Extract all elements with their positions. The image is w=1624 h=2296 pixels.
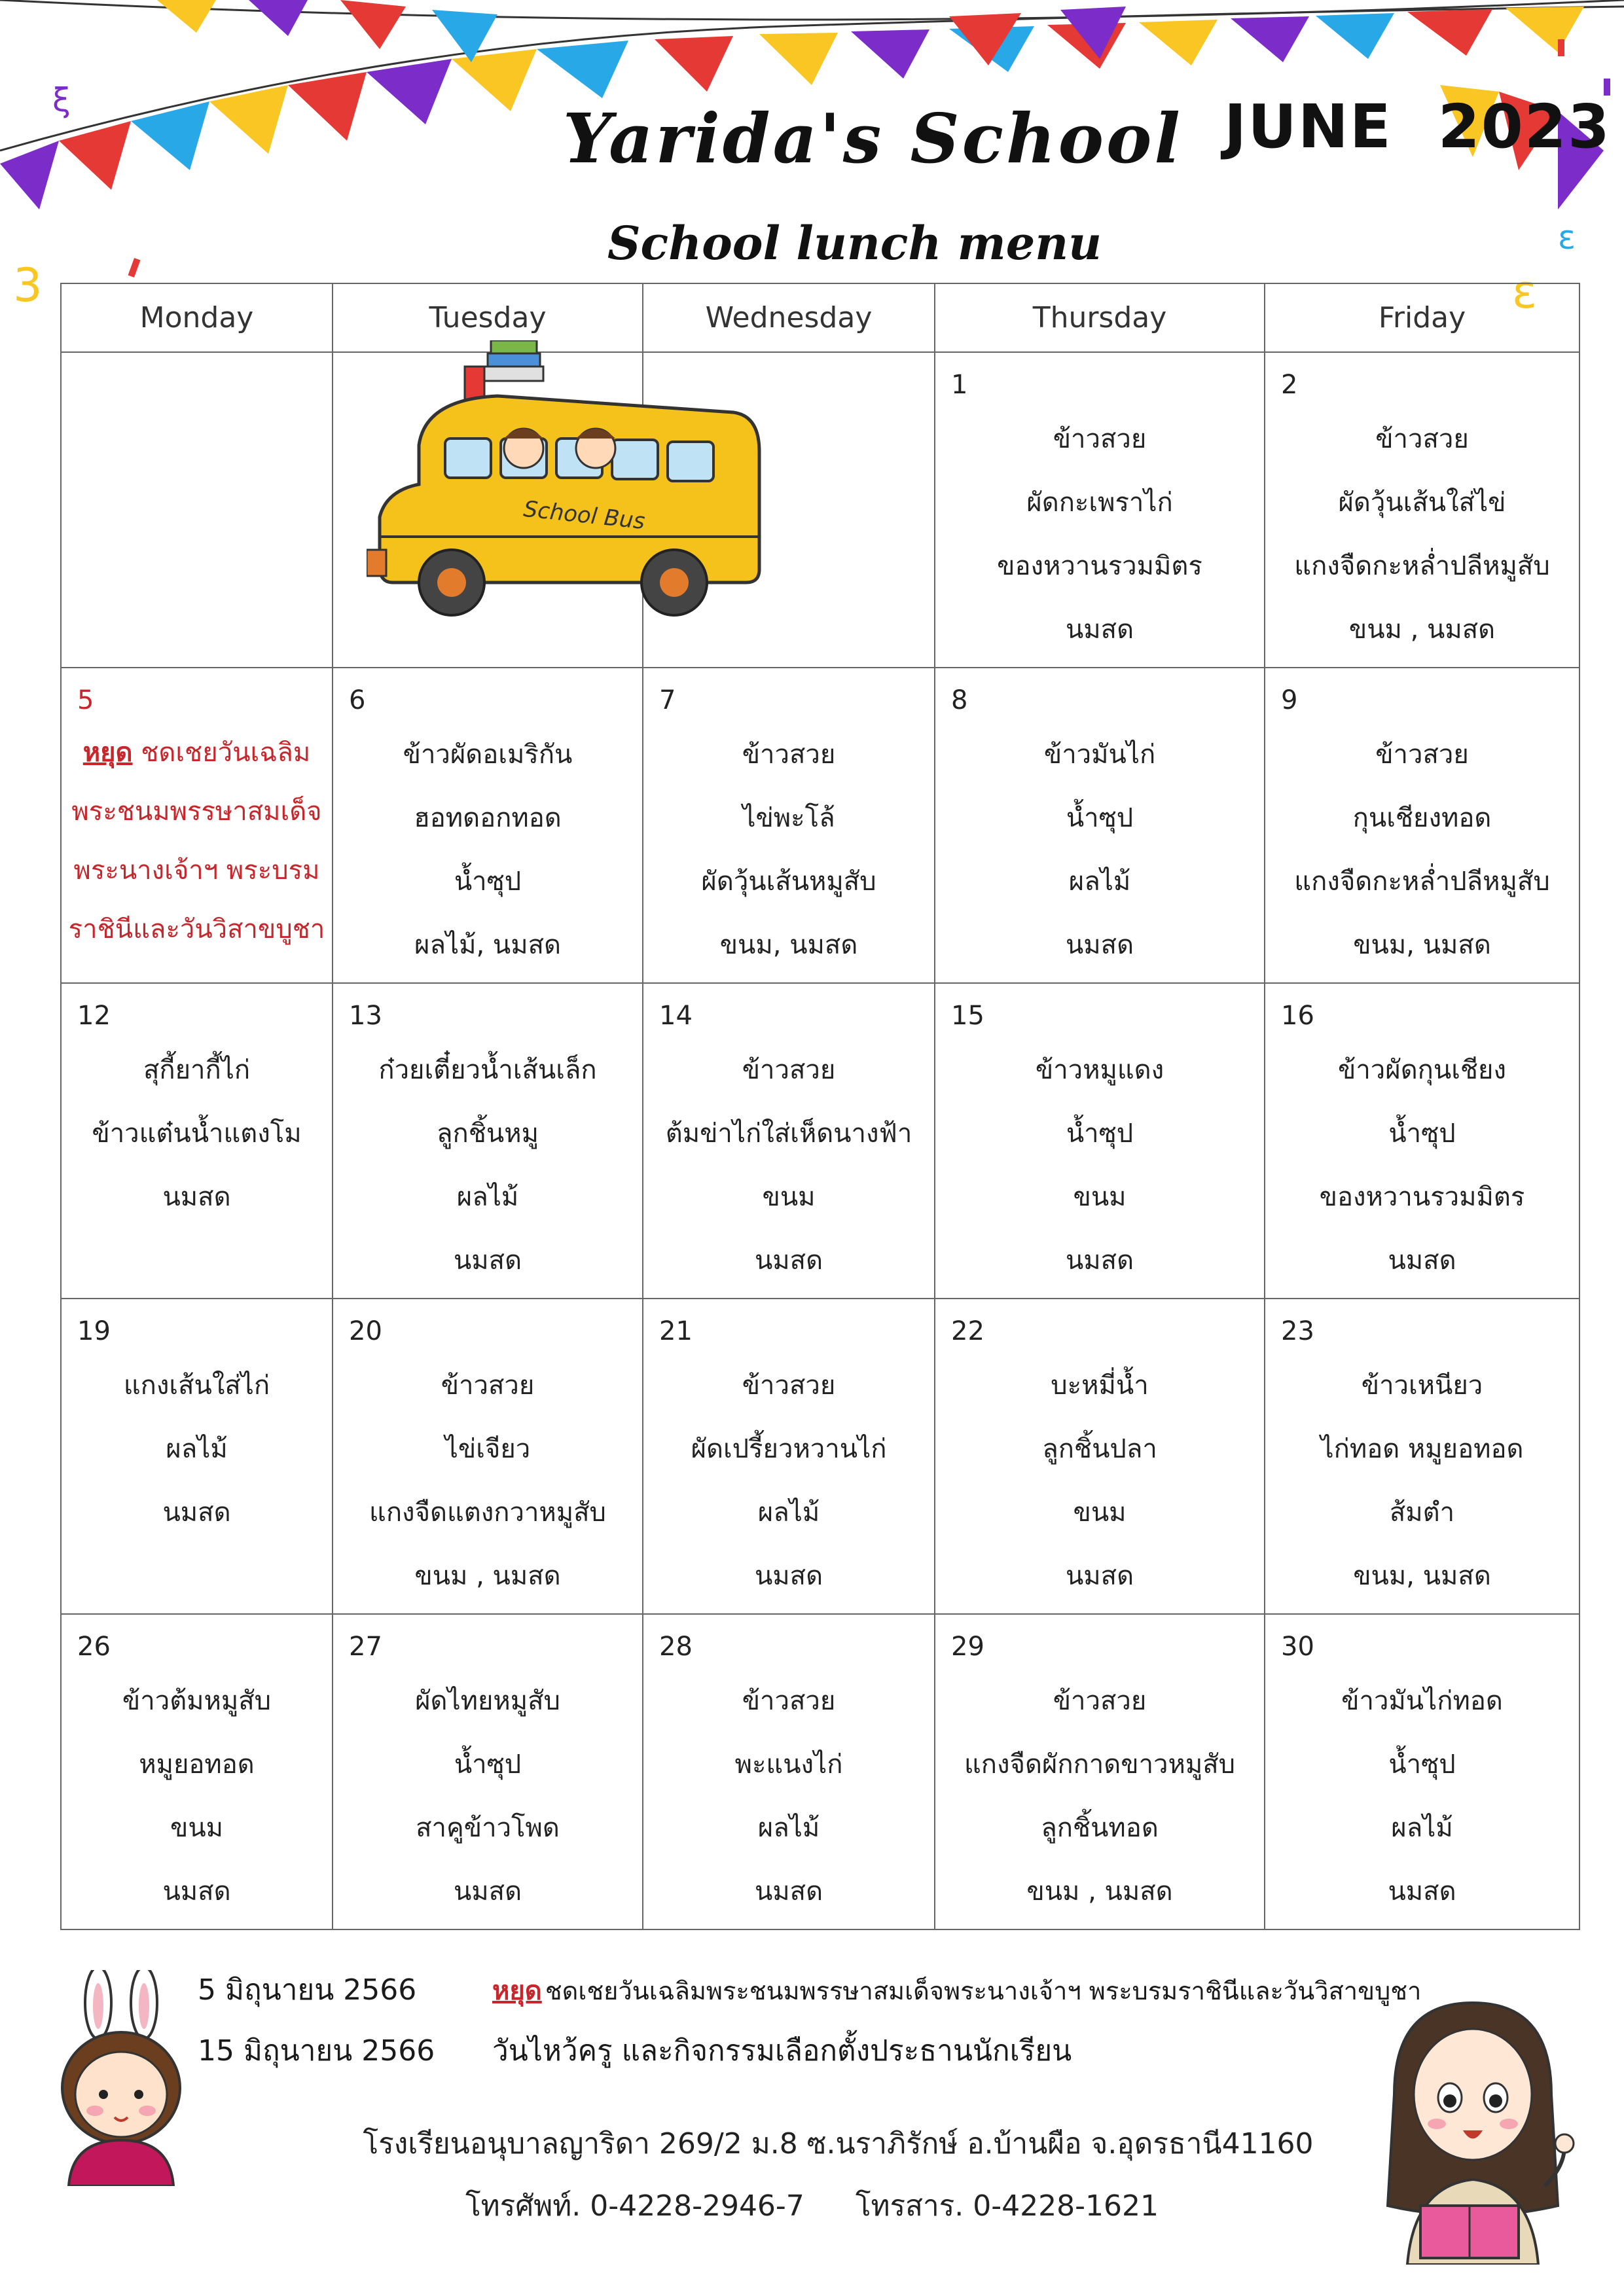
- menu-item: ผัดกะเพราไก่: [1026, 488, 1173, 518]
- menu-item: น้ำซุป: [1388, 1119, 1456, 1149]
- menu-items: [1265, 408, 1579, 662]
- holiday-text: ชดเชยวันเฉลิม: [141, 738, 311, 768]
- day-number: 20: [349, 1316, 382, 1346]
- menu-item: นมสด: [453, 1246, 522, 1276]
- day-number: 6: [349, 685, 366, 715]
- note-text-1: ชดเชยวันเฉลิมพระชนมพรรษาสมเด็จพระนางเจ้าฯ พระบรมราชินีและวันวิสาขบูชา: [545, 1977, 1422, 2005]
- week-row: [61, 983, 1579, 1299]
- day-number: 28: [659, 1632, 693, 1662]
- menu-item: ผัดวุ้นเส้นหมูสับ: [701, 867, 876, 897]
- holiday-line: พระชนมพรรษาสมเด็จ: [71, 797, 322, 827]
- day-cell: [643, 1299, 935, 1614]
- day-cell: [643, 1614, 935, 1929]
- menu-items: [62, 1039, 332, 1229]
- menu-item: ขนม: [762, 1182, 816, 1212]
- weekday-wednesday: Wednesday: [643, 283, 935, 352]
- menu-item: ข้าวแต๋นน้ำแตงโม: [92, 1119, 302, 1149]
- menu-item: ขนม, นมสด: [719, 930, 858, 960]
- day-cell: [935, 1299, 1265, 1614]
- menu-item: ผัดไทยหมูสับ: [415, 1686, 560, 1716]
- day-cell: [61, 1614, 333, 1929]
- menu-items: [333, 1670, 642, 1924]
- day-number: 2: [1281, 370, 1298, 400]
- day-number: 23: [1281, 1316, 1314, 1346]
- menu-item: ลูกชิ้นหมู: [437, 1119, 539, 1149]
- menu-items: [333, 1354, 642, 1608]
- menu-item: นมสด: [1388, 1246, 1456, 1276]
- menu-item: ผลไม้: [456, 1182, 519, 1212]
- note-row-1: [198, 1967, 1421, 2013]
- day-cell: [61, 1299, 333, 1614]
- menu-item: ฮอทดอกทอด: [414, 803, 562, 833]
- menu-item: ข้าวมันไก่ทอด: [1341, 1686, 1503, 1716]
- girl-bunny-ears-illustration: [46, 1970, 196, 2186]
- menu-item: ของหวานรวมมิตร: [997, 551, 1202, 581]
- day-number: 8: [951, 685, 968, 715]
- day-number: 16: [1281, 1001, 1314, 1031]
- bus-label: School Bus: [522, 495, 647, 535]
- day-number: 1: [951, 370, 968, 400]
- menu-items: [1265, 1670, 1579, 1924]
- month-year: [1224, 92, 1611, 162]
- svg-text:ξ: ξ: [52, 81, 71, 119]
- menu-item: ข้าวสวย: [1375, 740, 1469, 770]
- menu-items: [1265, 1354, 1579, 1608]
- menu-item: บะหมี่น้ำ: [1051, 1371, 1149, 1401]
- day-cell: [333, 1614, 643, 1929]
- menu-item: ลูกชิ้นปลา: [1042, 1434, 1157, 1464]
- menu-item: ข้าวเหนียว: [1361, 1371, 1483, 1401]
- day-number: 19: [77, 1316, 111, 1346]
- menu-item: หมูยอทอด: [139, 1749, 255, 1780]
- svg-text:3: 3: [13, 259, 43, 312]
- note-date-2: 15 มิถุนายน 2566: [198, 2034, 435, 2068]
- menu-item: ข้าวมันไก่: [1043, 740, 1156, 770]
- day-cell: [61, 352, 333, 668]
- holiday-line: [62, 723, 332, 782]
- menu-items: [333, 723, 642, 977]
- menu-item: นมสด: [1065, 1246, 1134, 1276]
- menu-items: [643, 1670, 934, 1924]
- holiday-stop-label: หยุด: [82, 738, 133, 768]
- week-row: [61, 1614, 1579, 1929]
- menu-item: แกงจืดผักกาดขาวหมูสับ: [964, 1749, 1236, 1780]
- day-number: 21: [659, 1316, 693, 1346]
- menu-item: ขนม: [1073, 1182, 1127, 1212]
- day-cell: [935, 668, 1265, 983]
- menu-item: น้ำซุป: [1066, 803, 1134, 833]
- menu-item: ขนม: [1073, 1498, 1127, 1528]
- week-row: [61, 668, 1579, 983]
- note-date-1: 5 มิถุนายน 2566: [198, 1973, 417, 2007]
- day-number: 22: [951, 1316, 984, 1346]
- menu-item: แกงเส้นใส่ไก่: [123, 1371, 270, 1401]
- menu-item: แกงจืดกะหล่ำปลีหมูสับ: [1294, 551, 1550, 581]
- day-cell: [935, 1614, 1265, 1929]
- note-stop-label-1: หยุด: [492, 1976, 542, 2006]
- menu-items: [1265, 1039, 1579, 1293]
- menu-item: สุกี้ยากี้ไก่: [143, 1055, 251, 1085]
- menu-item: ข้าวสวย: [1053, 1686, 1147, 1716]
- month-label: JUNE: [1224, 92, 1392, 162]
- day-number: 9: [1281, 685, 1298, 715]
- school-name: Yarida's School: [563, 98, 1183, 179]
- day-cell: [935, 983, 1265, 1299]
- menu-item: ข้าวหมูแดง: [1035, 1055, 1164, 1085]
- day-number: 12: [77, 1001, 111, 1031]
- year-label: 2023: [1437, 92, 1611, 162]
- menu-item: ข้าวสวย: [441, 1371, 535, 1401]
- menu-items: [935, 1354, 1264, 1608]
- note-row-2: [198, 2028, 1072, 2073]
- footer-phone: โทรศัพท์. 0-4228-2946-7: [465, 2189, 804, 2223]
- weekday-monday: Monday: [61, 283, 333, 352]
- week-row: [61, 1299, 1579, 1614]
- menu-item: ของหวานรวมมิตร: [1319, 1182, 1525, 1212]
- menu-item: ผัดเปรี้ยวหวานไก่: [691, 1434, 887, 1464]
- menu-item: นมสด: [1065, 930, 1134, 960]
- menu-items: [935, 408, 1264, 662]
- menu-item: ก๋วยเตี๋ยวน้ำเส้นเล็ก: [378, 1055, 597, 1085]
- footer-address: โรงเรียนอนุบาลญาริดา 269/2 ม.8 ซ.นราภิรักษ์ อ.บ้านผือ จ.อุดรธานี41160: [363, 2127, 1314, 2161]
- menu-item: กุนเชียงทอด: [1352, 803, 1492, 833]
- menu-item: น้ำซุป: [454, 867, 522, 897]
- menu-items: [62, 1354, 332, 1545]
- day-cell: [1265, 1614, 1579, 1929]
- menu-item: ข้าวสวย: [1053, 424, 1147, 454]
- girl-reading-book-illustration: [1368, 1990, 1578, 2265]
- menu-item: ขนม , นมสด: [1348, 615, 1496, 645]
- day-cell: [1265, 983, 1579, 1299]
- school-bus-illustration: [367, 340, 785, 628]
- menu-item: ขนม , นมสด: [414, 1561, 561, 1591]
- menu-item: นมสด: [162, 1876, 231, 1907]
- menu-item: น้ำซุป: [1388, 1749, 1456, 1780]
- menu-item: นมสด: [162, 1182, 231, 1212]
- menu-item: ข้าวสวย: [1375, 424, 1469, 454]
- menu-item: ผลไม้: [1391, 1813, 1453, 1843]
- menu-items: [1265, 723, 1579, 977]
- menu-item: นมสด: [453, 1876, 522, 1907]
- menu-items: [643, 1354, 934, 1608]
- menu-item: นมสด: [754, 1561, 823, 1591]
- menu-item: ผลไม้: [1068, 867, 1131, 897]
- day-cell: [1265, 1299, 1579, 1614]
- day-number: 5: [77, 685, 94, 715]
- svg-text:ε: ε: [1512, 265, 1537, 319]
- menu-item: นมสด: [162, 1498, 231, 1528]
- menu-item: ผัดวุ้นเส้นใส่ไข่: [1338, 488, 1506, 518]
- day-number: 15: [951, 1001, 984, 1031]
- menu-items: [643, 1039, 934, 1293]
- menu-items: [935, 723, 1264, 977]
- weekday-header-row: [61, 283, 1579, 352]
- holiday-line: พระนางเจ้าฯ พระบรม: [73, 855, 320, 886]
- holiday-line: ราชินีและวันวิสาขบูชา: [68, 914, 325, 944]
- day-cell: [61, 983, 333, 1299]
- menu-item: ไข่พะโล้: [742, 803, 835, 833]
- menu-item: ข้าวผัดอเมริกัน: [403, 740, 573, 770]
- lunch-calendar: [60, 283, 1580, 1930]
- menu-item: น้ำซุป: [1066, 1119, 1134, 1149]
- day-number: 26: [77, 1632, 111, 1662]
- menu-item: สาคูข้าวโพด: [416, 1813, 560, 1843]
- menu-item: แกงจืดกะหล่ำปลีหมูสับ: [1294, 867, 1550, 897]
- menu-items: [935, 1039, 1264, 1293]
- menu-subtitle: School lunch menu: [607, 216, 1102, 270]
- day-number: 13: [349, 1001, 382, 1031]
- day-cell: [643, 668, 935, 983]
- menu-item: นมสด: [1065, 1561, 1134, 1591]
- menu-items: [62, 1670, 332, 1924]
- day-cell: [1265, 352, 1579, 668]
- menu-item: นมสด: [1388, 1876, 1456, 1907]
- menu-item: ต้มข่าไก่ใส่เห็ดนางฟ้า: [665, 1119, 912, 1149]
- menu-item: ผลไม้: [757, 1498, 820, 1528]
- weekday-tuesday: Tuesday: [333, 283, 643, 352]
- menu-item: ไข่เจียว: [444, 1434, 531, 1464]
- menu-item: ลูกชิ้นทอด: [1041, 1813, 1159, 1843]
- menu-item: ข้าวต้มหมูสับ: [122, 1686, 272, 1716]
- menu-item: ส้มตำ: [1389, 1498, 1455, 1528]
- menu-item: ขนม, นมสด: [1353, 930, 1491, 960]
- menu-item: ผลไม้, นมสด: [414, 930, 561, 960]
- day-cell: [333, 1299, 643, 1614]
- day-number: 7: [659, 685, 676, 715]
- menu-item: ขนม: [170, 1813, 224, 1843]
- footer-fax: โทรสาร. 0-4228-1621: [855, 2189, 1159, 2223]
- menu-item: นมสด: [754, 1876, 823, 1907]
- menu-items: [935, 1670, 1264, 1924]
- note-text-2: วันไหว้ครู และกิจกรรมเลือกตั้งประธานนักเรียน: [492, 2034, 1072, 2068]
- menu-item: ข้าวสวย: [742, 1055, 836, 1085]
- day-number: 30: [1281, 1632, 1314, 1662]
- menu-item: นมสด: [1065, 615, 1134, 645]
- menu-item: นมสด: [754, 1246, 823, 1276]
- menu-items: [62, 723, 332, 959]
- day-cell: [1265, 668, 1579, 983]
- menu-item: ขนม, นมสด: [1353, 1561, 1491, 1591]
- menu-item: ผลไม้: [757, 1813, 820, 1843]
- menu-item: แกงจืดแตงกวาหมูสับ: [369, 1498, 606, 1528]
- menu-item: ข้าวผัดกุนเชียง: [1337, 1055, 1507, 1085]
- menu-item: ข้าวสวย: [742, 740, 836, 770]
- day-cell: [643, 983, 935, 1299]
- menu-items: [643, 723, 934, 977]
- day-number: 29: [951, 1632, 984, 1662]
- menu-item: น้ำซุป: [454, 1749, 522, 1780]
- menu-item: ขนม , นมสด: [1026, 1876, 1173, 1907]
- day-cell: [333, 668, 643, 983]
- menu-item: ข้าวสวย: [742, 1371, 836, 1401]
- menu-item: ไก่ทอด หมูยอทอด: [1320, 1434, 1524, 1464]
- menu-item: ผลไม้: [166, 1434, 228, 1464]
- day-number: 14: [659, 1001, 693, 1031]
- weekday-thursday: Thursday: [935, 283, 1265, 352]
- day-cell: [935, 352, 1265, 668]
- menu-item: พะแนงไก่: [734, 1749, 843, 1780]
- menu-item: ข้าวสวย: [742, 1686, 836, 1716]
- weekday-friday: Friday: [1265, 283, 1579, 352]
- week-row: [61, 352, 1579, 668]
- day-cell: [61, 668, 333, 983]
- menu-items: [333, 1039, 642, 1293]
- day-number: 27: [349, 1632, 382, 1662]
- svg-text:ε: ε: [1558, 219, 1576, 257]
- day-cell: [333, 983, 643, 1299]
